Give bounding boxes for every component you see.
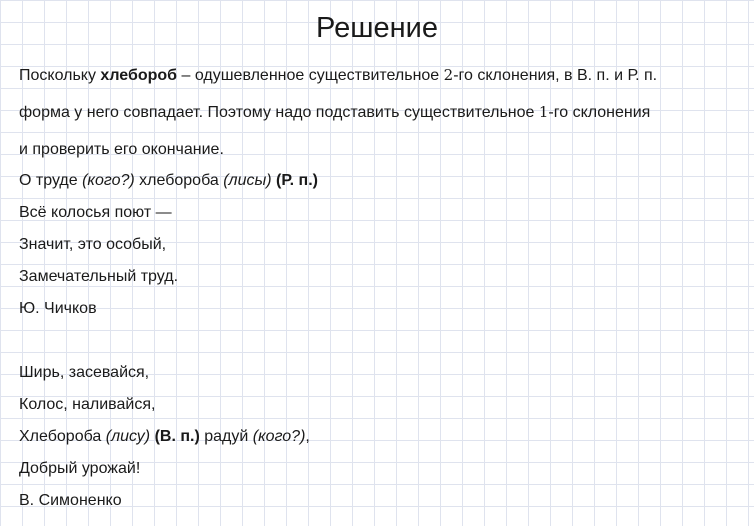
case-label-bold: (В. п.)	[154, 428, 200, 445]
poem-2-line-1: Ширь, засевайся,	[19, 364, 150, 381]
text: радуй	[199, 428, 253, 445]
text: форма у него совпадает. Поэтому надо подставить существительное	[19, 104, 539, 121]
poem-1-line-3: Значит, это особый,	[19, 236, 167, 253]
text: ,	[305, 428, 310, 445]
question-italic: (кого?)	[252, 428, 306, 445]
poem-1-line-1	[19, 165, 749, 197]
poem-1-line-2: Всё колосья поют —	[19, 204, 172, 221]
poem-1	[19, 165, 749, 325]
poem-1-line-4: Замечательный труд.	[19, 268, 179, 285]
explanation-line-2	[19, 94, 749, 131]
text: -го склонения	[548, 104, 651, 121]
text: – одушевленное существительное	[177, 67, 444, 84]
number: 1	[538, 103, 549, 121]
poem-2-line-4: Добрый урожай!	[19, 460, 141, 477]
keyword-bold: хлебороб	[100, 67, 178, 84]
explanation-line-3: и проверить его окончание.	[19, 141, 224, 158]
substitution-italic: (лису)	[105, 428, 151, 445]
poem-1-author: Ю. Чичков	[19, 300, 97, 317]
explanation-paragraph	[19, 57, 749, 168]
poem-2-line-2: Колос, наливайся,	[19, 396, 156, 413]
question-italic: (кого?)	[82, 172, 135, 189]
explanation-line-1	[19, 57, 749, 94]
poem-2-line-3	[19, 421, 749, 453]
poem-2	[19, 357, 749, 517]
case-label-bold: (Р. п.)	[276, 172, 318, 189]
text: О труде	[19, 172, 83, 189]
text: Хлебороба	[19, 428, 106, 445]
text: -го склонения, в В. п. и Р. п.	[453, 67, 658, 84]
substitution-italic: (лисы)	[223, 172, 272, 189]
page-title: Решение	[316, 12, 438, 44]
number: 2	[443, 66, 454, 84]
text: Поскольку	[19, 67, 101, 84]
poem-2-author: В. Симоненко	[19, 492, 122, 509]
text: хлебороба	[134, 172, 224, 189]
